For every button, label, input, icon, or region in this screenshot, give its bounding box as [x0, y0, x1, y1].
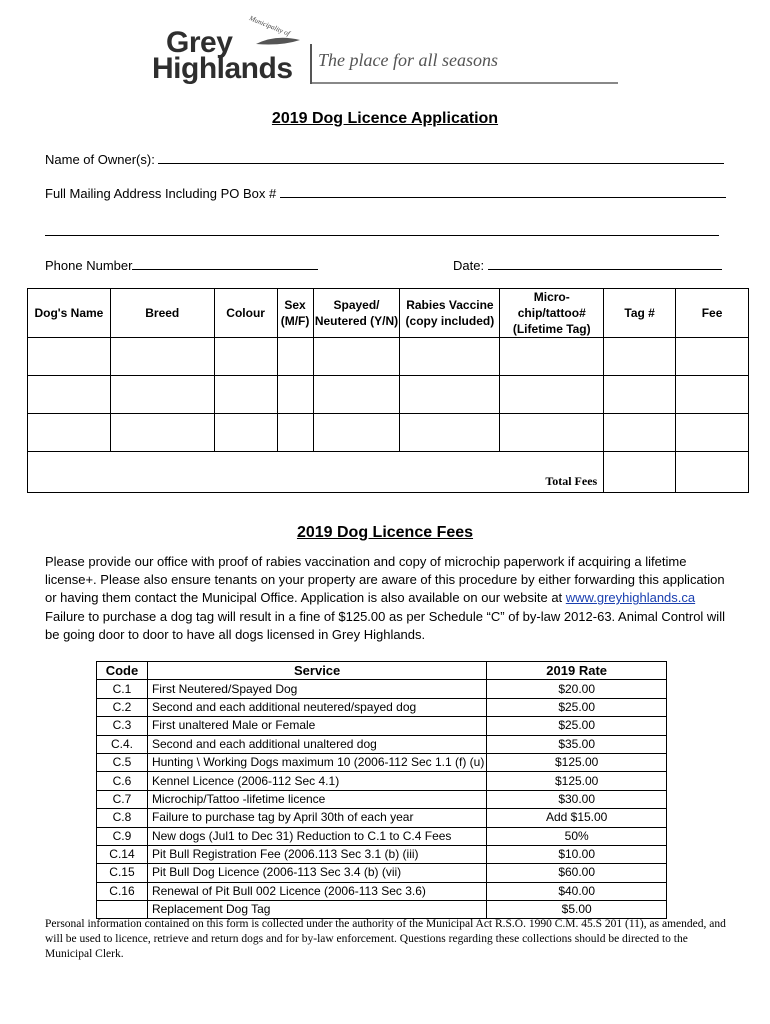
- phone-label: Phone Number: [45, 258, 133, 273]
- cell[interactable]: [110, 414, 214, 452]
- website-link[interactable]: www.greyhighlands.ca: [565, 590, 696, 606]
- fee-code: C.1: [97, 680, 148, 698]
- col-microchip: Micro-chip/tattoo# (Lifetime Tag): [500, 289, 604, 338]
- col-fee: Fee: [676, 289, 749, 338]
- fee-code: C.14: [97, 845, 148, 863]
- table-row[interactable]: [28, 376, 749, 414]
- col-service: Service: [147, 662, 486, 680]
- table-row: [97, 809, 667, 827]
- table-row: [97, 717, 667, 735]
- cell[interactable]: [28, 414, 111, 452]
- fee-code: C.2: [97, 698, 148, 716]
- address-label: Full Mailing Address Including PO Box #: [45, 186, 277, 201]
- cell[interactable]: [604, 414, 676, 452]
- col-dog-name: Dog's Name: [28, 289, 111, 338]
- logo-tagline: The place for all seasons: [318, 50, 498, 70]
- cell[interactable]: [676, 414, 749, 452]
- cell[interactable]: [313, 414, 400, 452]
- fee-service: First unaltered Male or Female: [147, 717, 486, 735]
- fee-code: C.6: [97, 772, 148, 790]
- fee-code: C.5: [97, 753, 148, 771]
- address-line-2[interactable]: [45, 223, 719, 236]
- form-title: 2019 Dog Licence Application: [271, 110, 499, 127]
- fees-title: 2019 Dog Licence Fees: [296, 524, 474, 541]
- fee-service: Second and each additional unaltered dog: [147, 735, 486, 753]
- cell[interactable]: [604, 376, 676, 414]
- table-row[interactable]: [28, 338, 749, 376]
- total-fee-cell[interactable]: [676, 452, 749, 493]
- table-row: [97, 827, 667, 845]
- cell[interactable]: [500, 414, 604, 452]
- cell[interactable]: [313, 338, 400, 376]
- fee-service: Renewal of Pit Bull 002 Licence (2006-113 Sec 3.6): [147, 882, 486, 900]
- address-line[interactable]: [280, 185, 726, 198]
- privacy-notice: Personal information contained on this form is collected under the authority of the Municipal Act R.S.O. 1990 C.M. 45.S 201 (11), as amended, and will be used to licence, retrieve and return dogs and for by-law enforcement. Questions regarding these collections should be directed to the Municipal Clerk.: [45, 918, 726, 960]
- fee-rate: $25.00: [487, 698, 667, 716]
- table-row: [97, 864, 667, 882]
- date-field[interactable]: [453, 257, 722, 273]
- fee-rate: $30.00: [487, 790, 667, 808]
- col-sex: Sex (M/F): [277, 289, 313, 338]
- cell[interactable]: [110, 338, 214, 376]
- owner-line[interactable]: [158, 151, 724, 164]
- owner-field[interactable]: [45, 151, 724, 167]
- cell[interactable]: [313, 376, 400, 414]
- fee-rate: $40.00: [487, 882, 667, 900]
- cell[interactable]: [400, 414, 500, 452]
- fee-service: Hunting \ Working Dogs maximum 10 (2006-112 Sec 1.1 (f) (u): [147, 753, 486, 771]
- cell[interactable]: [277, 338, 313, 376]
- table-row: [97, 882, 667, 900]
- fee-service: Pit Bull Dog Licence (2006-113 Sec 3.4 (b) (vii): [147, 864, 486, 882]
- cell[interactable]: [400, 338, 500, 376]
- logo-name-line2: Highlands: [152, 52, 293, 85]
- table-row: [97, 845, 667, 863]
- cell[interactable]: [28, 338, 111, 376]
- cell[interactable]: [28, 376, 111, 414]
- fee-rate: $5.00: [487, 901, 667, 919]
- address-continued-field[interactable]: [45, 223, 719, 239]
- fee-code: C.9: [97, 827, 148, 845]
- cell[interactable]: [604, 338, 676, 376]
- col-rabies: Rabies Vaccine (copy included): [400, 289, 500, 338]
- date-label: Date:: [453, 258, 485, 273]
- table-row: [97, 790, 667, 808]
- table-row: [97, 753, 667, 771]
- fee-rate: $125.00: [487, 753, 667, 771]
- cell[interactable]: [214, 338, 277, 376]
- table-row: [97, 680, 667, 698]
- cell[interactable]: [277, 376, 313, 414]
- phone-line[interactable]: [132, 257, 318, 270]
- logo-municipality-text: Municipality of: [248, 14, 291, 38]
- logo-underline: [312, 82, 618, 84]
- fee-service: New dogs (Jul1 to Dec 31) Reduction to C.1 to C.4 Fees: [147, 827, 486, 845]
- cell[interactable]: [500, 376, 604, 414]
- table-row: [97, 772, 667, 790]
- fees-header-row: [97, 662, 667, 680]
- fees-table: [96, 661, 667, 919]
- logo-name-line1: Grey: [166, 26, 233, 59]
- total-tag-cell[interactable]: [604, 452, 676, 493]
- col-breed: Breed: [110, 289, 214, 338]
- licence-table: [27, 288, 749, 493]
- total-fees-label: Total Fees: [28, 452, 604, 493]
- col-tag: Tag #: [604, 289, 676, 338]
- phone-field[interactable]: [45, 257, 318, 273]
- licence-header-row: [28, 289, 749, 338]
- fee-rate: Add $15.00: [487, 809, 667, 827]
- table-row: [97, 735, 667, 753]
- fee-service: Replacement Dog Tag: [147, 901, 486, 919]
- fee-rate: $35.00: [487, 735, 667, 753]
- logo-swoosh-icon: [256, 36, 300, 48]
- fee-rate: $25.00: [487, 717, 667, 735]
- col-code: Code: [97, 662, 148, 680]
- fee-code: C.16: [97, 882, 148, 900]
- fee-code: C.4.: [97, 735, 148, 753]
- total-row: [28, 452, 749, 493]
- logo-divider: [310, 44, 312, 84]
- table-row[interactable]: [28, 414, 749, 452]
- fee-rate: $10.00: [487, 845, 667, 863]
- fee-service: Microchip/Tattoo -lifetime licence: [147, 790, 486, 808]
- fee-service: First Neutered/Spayed Dog: [147, 680, 486, 698]
- fee-code: C.8: [97, 809, 148, 827]
- fee-rate: $60.00: [487, 864, 667, 882]
- fee-service: Pit Bull Registration Fee (2006.113 Sec 3.1 (b) (iii): [147, 845, 486, 863]
- cell[interactable]: [277, 414, 313, 452]
- fee-code: C.7: [97, 790, 148, 808]
- col-spayed: Spayed/ Neutered (Y/N): [313, 289, 400, 338]
- cell[interactable]: [214, 376, 277, 414]
- col-rate: 2019 Rate: [487, 662, 667, 680]
- fine-text: Failure to purchase a dog tag will result in a fine of $125.00 as per Schedule “C” of by-law 2012-63. Animal Control will be going door to door to have all dogs licensed in Grey Highlands.: [45, 608, 725, 642]
- fee-rate: $20.00: [487, 680, 667, 698]
- cell[interactable]: [676, 376, 749, 414]
- fee-rate: $125.00: [487, 772, 667, 790]
- fee-service: Failure to purchase tag by April 30th of each year: [147, 809, 486, 827]
- col-colour: Colour: [214, 289, 277, 338]
- fee-service: Kennel Licence (2006-112 Sec 4.1): [147, 772, 486, 790]
- owner-label: Name of Owner(s):: [45, 152, 155, 167]
- cell[interactable]: [500, 338, 604, 376]
- cell[interactable]: [676, 338, 749, 376]
- fee-service: Second and each additional neutered/spayed dog: [147, 698, 486, 716]
- fee-code: C.3: [97, 717, 148, 735]
- address-field[interactable]: [45, 185, 726, 201]
- instructions-text: Please provide our office with proof of rabies vaccination and copy of microchip paperwork if acquiring a lifetime license+. Please also ensure tenants on your property are aware of this procedure by either forwarding this application or having them contact the Municipal Office. Application is also available on our website at: [45, 554, 725, 606]
- grey-highlands-logo: [152, 14, 622, 88]
- table-row: [97, 698, 667, 716]
- date-line[interactable]: [488, 257, 722, 270]
- fee-code: C.15: [97, 864, 148, 882]
- fees-instructions: [45, 553, 735, 644]
- cell[interactable]: [400, 376, 500, 414]
- cell[interactable]: [214, 414, 277, 452]
- fee-rate: 50%: [487, 827, 667, 845]
- cell[interactable]: [110, 376, 214, 414]
